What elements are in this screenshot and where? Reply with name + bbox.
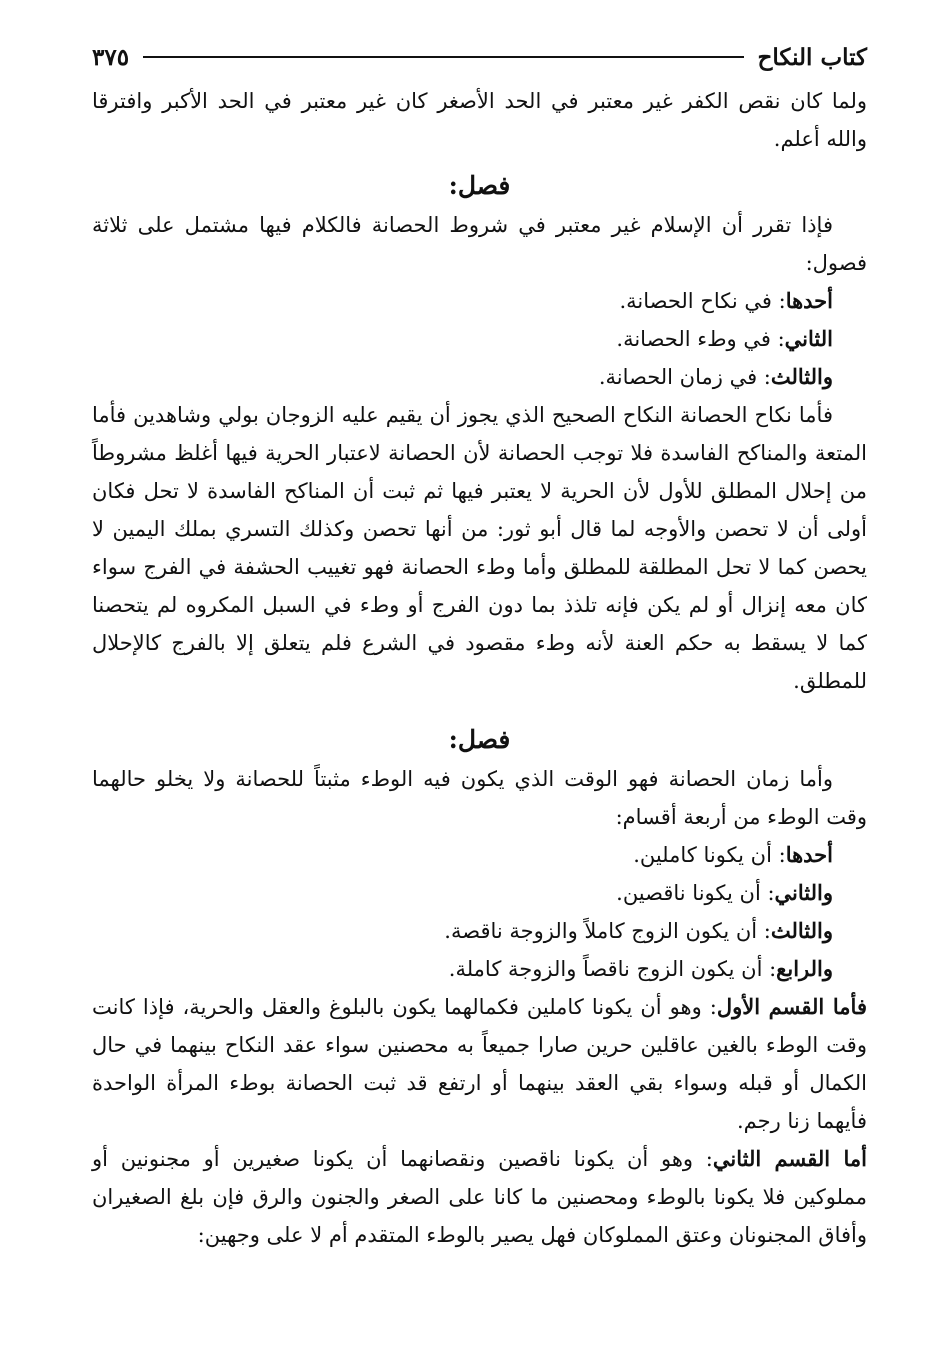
section-gap — [92, 700, 867, 712]
list-item-text: : في نكاح الحصانة. — [619, 289, 786, 313]
list-item-term: والثالث — [770, 918, 833, 943]
list-item — [92, 282, 833, 320]
intro-paragraph: ولما كان نقص الكفر غير معتبر في الحد الأصغر كان غير معتبر في الحد الأكبر وافترقا والله أعلم. — [92, 89, 867, 151]
page-header — [92, 32, 867, 82]
list-item — [92, 912, 833, 950]
list-item-text: : في زمان الحصانة. — [598, 365, 771, 389]
section1-paragraph-2: فأما نكاح الحصانة النكاح الصحيح الذي يجوز أن يقيم عليه الزوجان بولي وشاهدين فأما المتعة والمناكح الفاسدة فلا توجب الحصانة لأن الحصانة لاعتبار الحرية فيها أغلظ مشروطاً من إحلال المطلق للأول لأن الحرية لا يعتبر فيها ثم ثبت أن المناكح الفاسدة لا تحل فكان أولى أن لا تحصن والأوجه لما قال أبو ثور: من أنها تحصن وكذلك التسري بملك اليمين لا يحصن كما لا تحل المطلقة للمطلق وأما وطء الحصانة فهو تغييب الحشفة في الفرج سواء كان معه إنزال أو لم يكن فإنه تلذذ بما دون الفرج أو وطء في السبل المكروه لم يتحصنا كما لا يسقط به حكم العنة لأنه وطء مقصود في الشرع فلم يتعلق إلا بالفرج كالإحلال للمطلق. — [92, 403, 867, 693]
list-item-text: : أن يكونا كاملين. — [633, 843, 786, 867]
section-heading: فصل: — [448, 725, 511, 754]
section1-paragraph-1: فإذا تقرر أن الإسلام غير معتبر في شروط الحصانة فالكلام فيها مشتمل على ثلاثة فصول: — [92, 213, 867, 275]
list-item-term: والثالث — [770, 364, 833, 389]
paragraph-term: أما القسم الثاني — [712, 1146, 867, 1171]
section2-paragraph-2 — [92, 988, 867, 1140]
list-item — [92, 874, 833, 912]
list-item-text: : أن يكون الزوج كاملاً والزوجة ناقصة. — [444, 919, 771, 943]
section2-paragraph-3 — [92, 1140, 867, 1254]
list-item-text: : أن يكونا ناقصين. — [616, 881, 775, 905]
paragraph-term: فأما القسم الأول — [716, 994, 867, 1019]
section-heading: فصل: — [448, 171, 511, 200]
paragraph-text: : وهو أن يكونا كاملين فكمالهما يكون بالبلوغ والعقل والحرية، فإذا كانت وقت الوطء بالغين عاقلين حرين صارا جميعاً به محصنين سواء عقد النكاح بينهما في حال الكمال أو قبله وسواء بقي العقد بينهما أو ارتفع قد ثبت الحصانة بوطء المرأة الواحدة فأيهما زنا رجم. — [92, 995, 867, 1133]
running-title: كتاب النكاح — [757, 43, 867, 71]
list-item-term: الثاني — [784, 326, 833, 351]
list-item — [92, 836, 833, 874]
list-item-term: أحدها — [785, 842, 833, 867]
list-item-text: : في وطء الحصانة. — [616, 327, 785, 351]
paragraph-text: : وهو أن يكونا ناقصين ونقصانهما أن يكونا صغيرين أو مجنونين أو مملوكين فلا يكونا بالوطء ومحصنين ما كانا على الصغر والجنون والرق فإن بلغ الصغيران وأفاق المجنونان وعتق المملوكان فهل يصير بالوطء المتقدم أم لا على وجهين: — [92, 1147, 867, 1247]
list-item — [92, 320, 833, 358]
list-item-term: أحدها — [785, 288, 833, 313]
section2-paragraph-1: وأما زمان الحصانة فهو الوقت الذي يكون فيه الوطء مثبتاً للحصانة ولا يخلو حالهما وقت الوطء من أربعة أقسام: — [92, 767, 867, 829]
book-page — [92, 32, 867, 1254]
page-number: ٣٧٥ — [92, 43, 130, 71]
list-item-term: والثاني — [774, 880, 833, 905]
list-item-term: والرابع — [776, 956, 833, 981]
list-item-text: : أن يكون الزوج ناقصاً والزوجة كاملة. — [448, 957, 777, 981]
list-item — [92, 358, 833, 396]
header-rule — [143, 56, 743, 58]
list-item — [92, 950, 833, 988]
